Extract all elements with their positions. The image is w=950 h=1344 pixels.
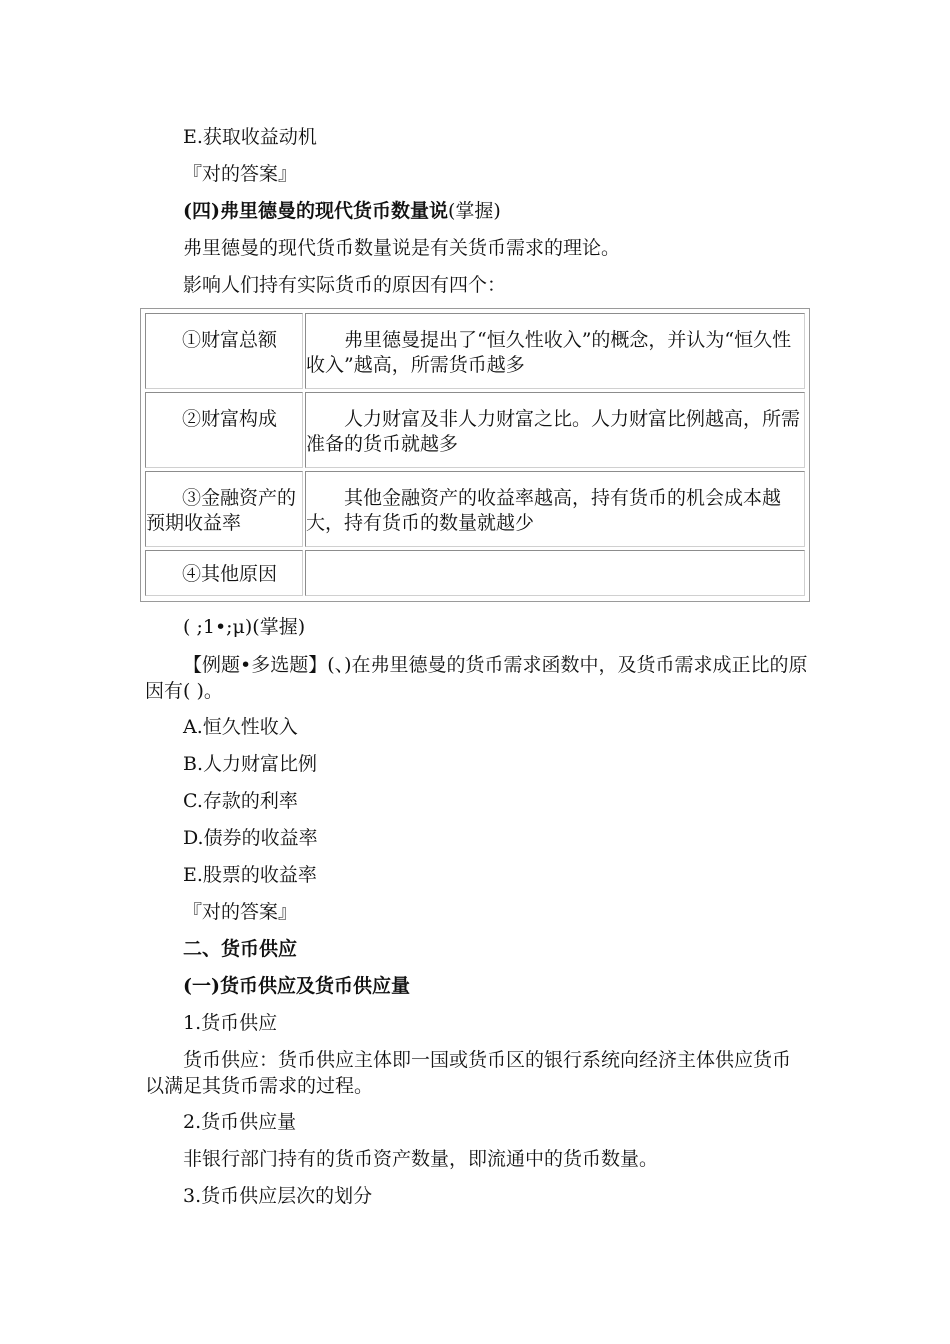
option-a: A.恒久性收入: [183, 716, 298, 738]
example-question: 【例题•多选题】(、)在弗里德曼的货币需求函数中，及货币需求成正比的原因有( )。: [145, 654, 808, 702]
option-e-line: E.获取收益动机: [183, 126, 317, 148]
table-row: [145, 392, 805, 468]
table-cell-description: [305, 550, 805, 596]
answer-label: 『对的答案』: [183, 163, 298, 185]
factors-table: [140, 308, 810, 602]
item-2-title: 2.货币供应量: [183, 1111, 297, 1133]
table-row: [145, 313, 805, 389]
table-cell-description: 其他金融资产的收益率越高，持有货币的机会成本越大，持有货币的数量就越少: [305, 471, 805, 547]
section-heading-4-note: (掌握): [447, 200, 501, 222]
paragraph-theory: 弗里德曼的现代货币数量说是有关货币需求的理论。: [183, 237, 621, 259]
item-2-text: 非银行部门持有的货币资产数量，即流通中的货币数量。: [183, 1148, 659, 1170]
table-cell-factor: ④其他原因: [145, 550, 303, 596]
section-heading-4-bold: (四)弗里德曼的现代货币数量说: [183, 200, 448, 222]
table-row: [145, 471, 805, 547]
item-1-text: 货币供应：货币供应主体即一国或货币区的银行系统向经济主体供应货币以满足其货币需求的过程。: [145, 1049, 792, 1097]
table-row: [145, 550, 805, 596]
item-3-title: 3.货币供应层次的划分: [183, 1185, 373, 1207]
option-e: E.股票的收益率: [183, 864, 317, 886]
section-heading-4: [145, 198, 809, 224]
table-cell-description: 人力财富及非人力财富之比。人力财富比例越高，所需准备的货币就越多: [305, 392, 805, 468]
subsection-heading-1: (一)货币供应及货币供应量: [183, 975, 410, 997]
answer-label-2: 『对的答案』: [183, 901, 298, 923]
table-cell-factor: ②财富构成: [145, 392, 303, 468]
table-cell-factor: ③金融资产的预期收益率: [145, 471, 303, 547]
paragraph-factors-intro: 影响人们持有实际货币的原因有四个：: [183, 274, 507, 296]
table-cell-description: 弗里德曼提出了“恒久性收入”的概念，并认为“恒久性收入”越高，所需货币越多: [305, 313, 805, 389]
section-heading-money-supply: 二、货币供应: [183, 938, 298, 960]
option-d: D.债券的收益率: [183, 827, 318, 849]
table-cell-factor: ①财富总额: [145, 313, 303, 389]
option-c: C.存款的利率: [183, 790, 298, 812]
item-1-title: 1.货币供应: [183, 1012, 278, 1034]
formula-line: ( ;1•;μ)(掌握): [183, 616, 306, 638]
option-b: B.人力财富比例: [183, 753, 318, 775]
